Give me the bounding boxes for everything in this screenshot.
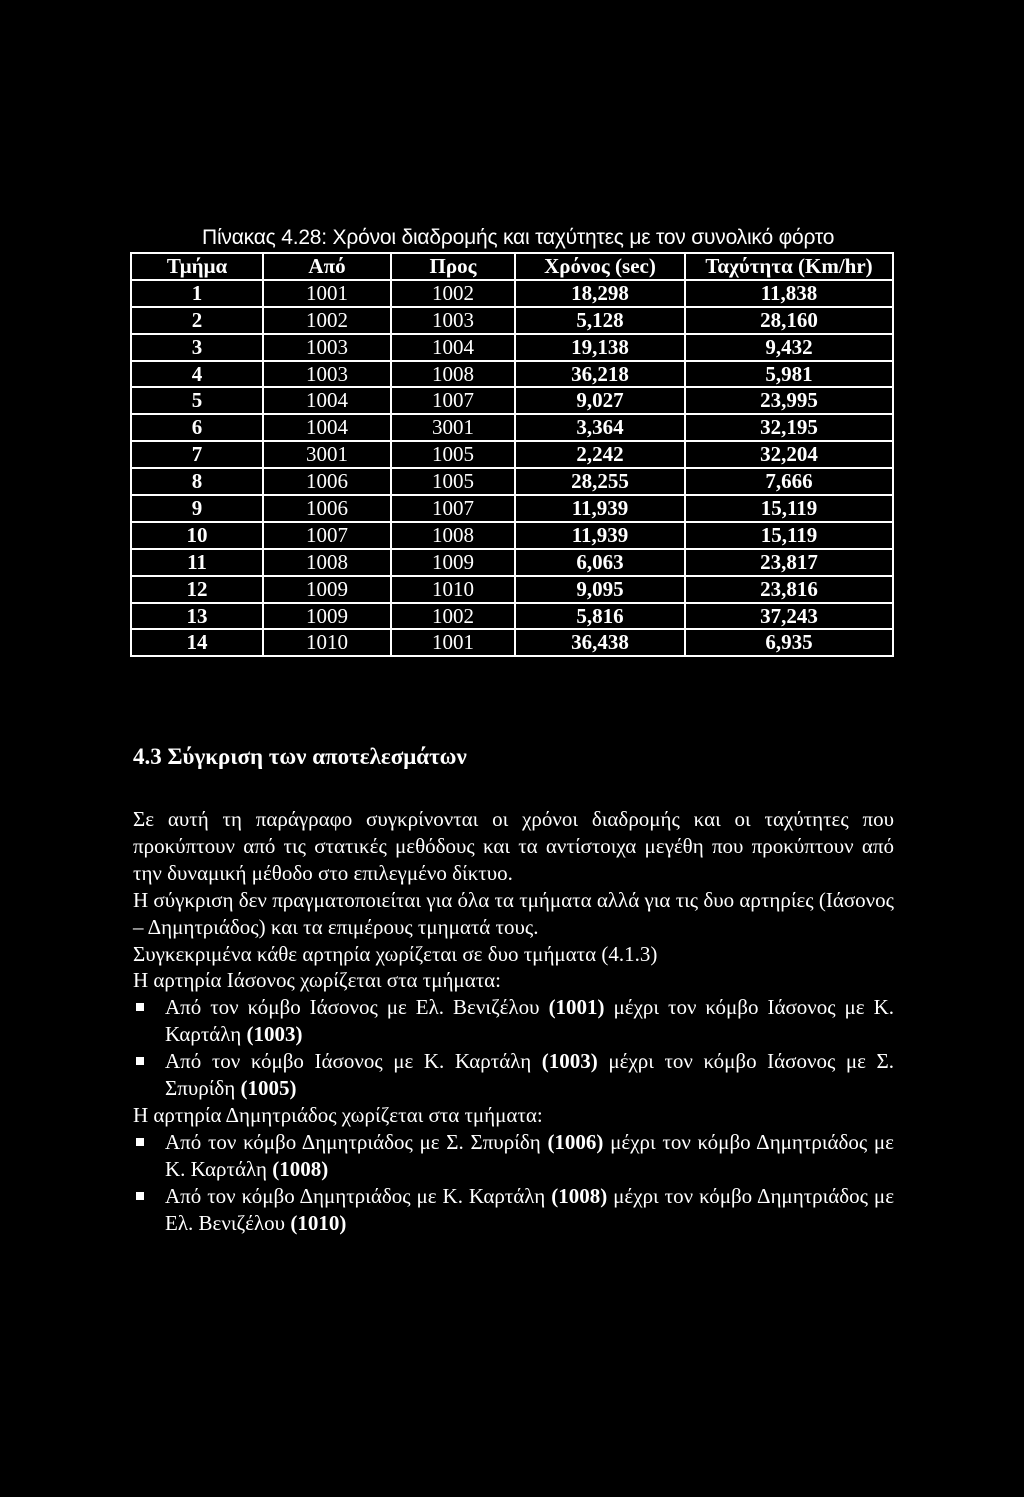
section-body bbox=[133, 806, 894, 1237]
node-id: (1001) bbox=[548, 995, 605, 1020]
bullet-text bbox=[165, 994, 894, 1048]
segment-cell: 9 bbox=[131, 495, 263, 522]
from-node-cell: 1009 bbox=[263, 603, 391, 630]
speed-cell: 37,243 bbox=[685, 603, 893, 630]
table-row bbox=[131, 387, 893, 414]
time-cell: 11,939 bbox=[515, 495, 685, 522]
time-cell: 6,063 bbox=[515, 549, 685, 576]
table-header-row bbox=[131, 253, 893, 280]
segment-cell: 12 bbox=[131, 576, 263, 603]
time-cell: 2,242 bbox=[515, 441, 685, 468]
speed-cell: 7,666 bbox=[685, 468, 893, 495]
segment-cell: 7 bbox=[131, 441, 263, 468]
to-node-cell: 1008 bbox=[391, 361, 515, 388]
bullet-text bbox=[165, 1129, 894, 1183]
bullet-text-part: Από τον κόμβο Δημητριάδος με Κ. Καρτάλη bbox=[165, 1183, 552, 1208]
table-row bbox=[131, 629, 893, 656]
time-cell: 11,939 bbox=[515, 522, 685, 549]
segment-cell: 1 bbox=[131, 280, 263, 307]
to-node-cell: 1007 bbox=[391, 495, 515, 522]
to-node-cell: 1005 bbox=[391, 441, 515, 468]
section-title: 4.3 Σύγκριση των αποτελεσμάτων bbox=[133, 744, 467, 769]
to-node-cell: 1009 bbox=[391, 549, 515, 576]
speed-cell: 23,995 bbox=[685, 387, 893, 414]
table-row bbox=[131, 495, 893, 522]
segment-cell: 10 bbox=[131, 522, 263, 549]
table-row bbox=[131, 522, 893, 549]
to-node-cell: 1001 bbox=[391, 629, 515, 656]
to-node-cell: 1004 bbox=[391, 334, 515, 361]
segment-cell: 4 bbox=[131, 361, 263, 388]
speed-cell: 23,817 bbox=[685, 549, 893, 576]
column-header-time: Χρόνος (sec) bbox=[515, 253, 685, 280]
paragraph-split: Συγκεκριμένα κάθε αρτηρία χωρίζεται σε δυο τμήματα (4.1.3) bbox=[133, 941, 658, 966]
to-node-cell: 1010 bbox=[391, 576, 515, 603]
node-id: (1008) bbox=[551, 1183, 608, 1208]
bullet-text-part: μέχρι τον κόμβο Δημητριάδος με Ελ. Βενιζέλου bbox=[165, 1183, 895, 1235]
column-header-to: Προς bbox=[391, 253, 515, 280]
from-node-cell: 1002 bbox=[263, 307, 391, 334]
bullet-item bbox=[133, 994, 894, 1048]
table-row bbox=[131, 334, 893, 361]
segment-cell: 3 bbox=[131, 334, 263, 361]
table-row bbox=[131, 441, 893, 468]
dimitriados-artery-intro: Η αρτηρία Δημητριάδος χωρίζεται στα τμήματα: bbox=[133, 1102, 543, 1127]
speed-cell: 23,816 bbox=[685, 576, 893, 603]
time-cell: 36,218 bbox=[515, 361, 685, 388]
table-row bbox=[131, 468, 893, 495]
from-node-cell: 1004 bbox=[263, 387, 391, 414]
to-node-cell: 1005 bbox=[391, 468, 515, 495]
bullet-item bbox=[133, 1183, 894, 1237]
time-cell: 36,438 bbox=[515, 629, 685, 656]
bullet-text-part: μέχρι τον κόμβο Ιάσονος με Σ. Σπυρίδη bbox=[165, 1049, 894, 1101]
segment-cell: 8 bbox=[131, 468, 263, 495]
from-node-cell: 1003 bbox=[263, 334, 391, 361]
time-cell: 5,128 bbox=[515, 307, 685, 334]
table-row bbox=[131, 307, 893, 334]
bullet-item bbox=[133, 1048, 894, 1102]
from-node-cell: 3001 bbox=[263, 441, 391, 468]
from-node-cell: 1003 bbox=[263, 361, 391, 388]
segment-cell: 5 bbox=[131, 387, 263, 414]
table-row bbox=[131, 414, 893, 441]
jason-artery-intro: Η αρτηρία Ιάσονος χωρίζεται στα τμήματα: bbox=[133, 968, 501, 993]
bullet-item bbox=[133, 1129, 894, 1183]
node-id: (1010) bbox=[290, 1210, 347, 1235]
time-cell: 9,027 bbox=[515, 387, 685, 414]
to-node-cell: 3001 bbox=[391, 414, 515, 441]
speed-cell: 6,935 bbox=[685, 629, 893, 656]
to-node-cell: 1002 bbox=[391, 280, 515, 307]
time-cell: 3,364 bbox=[515, 414, 685, 441]
node-id: (1003) bbox=[246, 1022, 303, 1047]
from-node-cell: 1006 bbox=[263, 468, 391, 495]
segment-cell: 14 bbox=[131, 629, 263, 656]
paragraph-intro: Σε αυτή τη παράγραφο συγκρίνονται οι χρόνοι διαδρομής και οι ταχύτητες που προκύπτουν από τις στατικές μεθόδους και τα αντίστοιχα μεγέθη που προκύπτουν από την δυναμική μέθοδο στο επιλεγμένο δίκτυο. bbox=[133, 807, 894, 885]
speed-cell: 11,838 bbox=[685, 280, 893, 307]
column-header-speed: Ταχύτητα (Km/hr) bbox=[685, 253, 893, 280]
node-id: (1003) bbox=[541, 1049, 598, 1074]
speed-cell: 28,160 bbox=[685, 307, 893, 334]
to-node-cell: 1008 bbox=[391, 522, 515, 549]
square-bullet-icon bbox=[133, 1129, 165, 1183]
column-header-segment: Τμήμα bbox=[131, 253, 263, 280]
node-id: (1008) bbox=[272, 1156, 329, 1181]
from-node-cell: 1009 bbox=[263, 576, 391, 603]
time-cell: 9,095 bbox=[515, 576, 685, 603]
bullet-text-part: μέχρι τον κόμβο Ιάσονος με Κ. Καρτάλη bbox=[165, 995, 894, 1047]
travel-times-table bbox=[130, 252, 894, 657]
speed-cell: 5,981 bbox=[685, 361, 893, 388]
time-cell: 18,298 bbox=[515, 280, 685, 307]
speed-cell: 15,119 bbox=[685, 522, 893, 549]
time-cell: 5,816 bbox=[515, 603, 685, 630]
segment-cell: 11 bbox=[131, 549, 263, 576]
bullet-text bbox=[165, 1048, 894, 1102]
to-node-cell: 1002 bbox=[391, 603, 515, 630]
from-node-cell: 1006 bbox=[263, 495, 391, 522]
segment-cell: 13 bbox=[131, 603, 263, 630]
speed-cell: 15,119 bbox=[685, 495, 893, 522]
column-header-from: Από bbox=[263, 253, 391, 280]
square-bullet-icon bbox=[133, 994, 165, 1048]
table-row bbox=[131, 280, 893, 307]
from-node-cell: 1008 bbox=[263, 549, 391, 576]
bullet-text-part: Από τον κόμβο Ιάσονος με Κ. Καρτάλη bbox=[165, 1049, 542, 1074]
to-node-cell: 1007 bbox=[391, 387, 515, 414]
from-node-cell: 1007 bbox=[263, 522, 391, 549]
from-node-cell: 1010 bbox=[263, 629, 391, 656]
square-bullet-icon bbox=[133, 1183, 165, 1237]
to-node-cell: 1003 bbox=[391, 307, 515, 334]
jason-segment-list bbox=[133, 994, 894, 1102]
speed-cell: 32,204 bbox=[685, 441, 893, 468]
time-cell: 28,255 bbox=[515, 468, 685, 495]
table-row bbox=[131, 361, 893, 388]
node-id: (1006) bbox=[547, 1129, 604, 1154]
segment-cell: 2 bbox=[131, 307, 263, 334]
table-row bbox=[131, 576, 893, 603]
bullet-text-part: μέχρι τον κόμβο Δημητριάδος με Κ. Καρτάλη bbox=[165, 1129, 894, 1181]
table-caption: Πίνακας 4.28: Χρόνοι διαδρομής και ταχύτητες με τον συνολικό φόρτο bbox=[202, 226, 835, 249]
table-body bbox=[131, 280, 893, 656]
bullet-text-part: Από τον κόμβο Δημητριάδος με Σ. Σπυρίδη bbox=[165, 1129, 548, 1154]
from-node-cell: 1004 bbox=[263, 414, 391, 441]
bullet-text-part: Από τον κόμβο Ιάσονος με Ελ. Βενιζέλου bbox=[165, 995, 549, 1020]
speed-cell: 9,432 bbox=[685, 334, 893, 361]
node-id: (1005) bbox=[240, 1076, 297, 1101]
table-row bbox=[131, 549, 893, 576]
from-node-cell: 1001 bbox=[263, 280, 391, 307]
bullet-text bbox=[165, 1183, 894, 1237]
paragraph-comparison: Η σύγκριση δεν πραγματοποιείται για όλα τα τμήματα αλλά για τις δυο αρτηρίες (Ιάσονος – Δημητριάδος) και τα επιμέρους τμηματά τους. bbox=[133, 887, 894, 939]
speed-cell: 32,195 bbox=[685, 414, 893, 441]
square-bullet-icon bbox=[133, 1048, 165, 1102]
dimitriados-segment-list bbox=[133, 1129, 894, 1237]
table-row bbox=[131, 603, 893, 630]
time-cell: 19,138 bbox=[515, 334, 685, 361]
segment-cell: 6 bbox=[131, 414, 263, 441]
